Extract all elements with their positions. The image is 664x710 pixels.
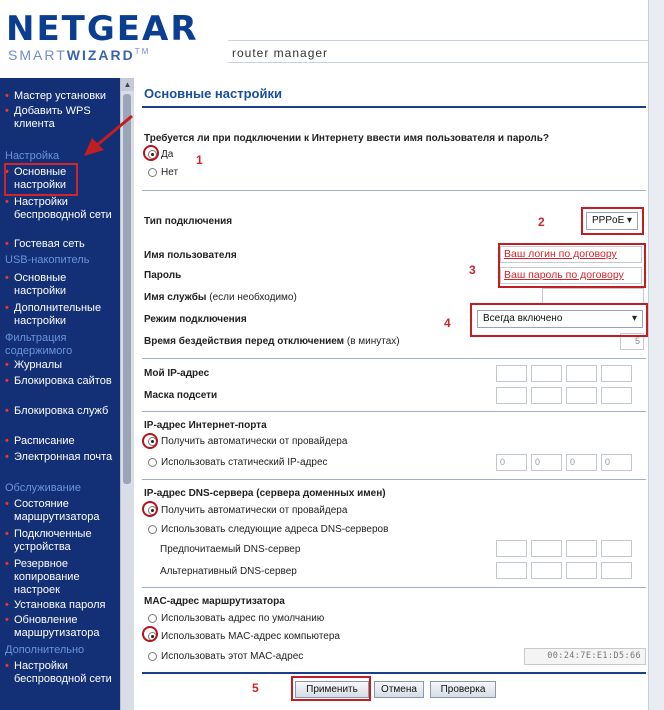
ip-octet[interactable]: 0	[601, 454, 632, 471]
conn-type-select[interactable]: PPPoE ▾	[586, 212, 638, 230]
window-edge	[648, 0, 664, 710]
service-label-text: Имя службы	[144, 292, 207, 303]
ip-octet[interactable]	[601, 562, 632, 579]
ip-octet[interactable]	[531, 562, 562, 579]
dns-manual-label: Использовать следующие адреса DNS-серверов	[161, 524, 389, 535]
wan-ip-title: IP-адрес Интернет-порта	[144, 420, 267, 431]
dns-auto-label: Получить автоматически от провайдера	[161, 505, 348, 516]
annotation-box	[470, 303, 648, 337]
dns-manual[interactable]	[148, 524, 388, 535]
mask-label: Маска подсети	[144, 390, 218, 401]
divider	[142, 672, 646, 674]
radio-mac-this[interactable]	[148, 652, 157, 661]
annotation-box	[581, 207, 644, 235]
annotation-5: 5	[252, 681, 259, 695]
sidebar-item[interactable]: • Мастер установки	[5, 90, 117, 103]
my-ip-label: Мой IP-адрес	[144, 368, 210, 379]
mac-computer-label: Использовать MAC-адрес компьютера	[161, 631, 340, 642]
annotation-box	[291, 676, 371, 701]
dns-secondary-label: Альтернативный DNS-сервер	[160, 566, 297, 577]
username-input[interactable]: Ваш логин по договору	[500, 246, 642, 263]
divider	[142, 358, 646, 359]
sidebar-scrollbar[interactable]	[120, 78, 134, 710]
mac-computer[interactable]	[148, 631, 340, 642]
mac-title: MAC-адрес маршрутизатора	[144, 596, 285, 607]
test-button[interactable]: Проверка	[430, 681, 496, 698]
dns-primary-input[interactable]	[496, 540, 632, 557]
sidebar-item[interactable]: • Расписание	[5, 435, 117, 448]
mode-select[interactable]: Всегда включено ▾	[477, 310, 643, 328]
sidebar-section: Дополнительно	[5, 644, 85, 656]
sidebar-item[interactable]: • Блокировка служб	[5, 405, 117, 418]
ip-octet[interactable]	[531, 365, 562, 382]
static-ip-input[interactable]	[496, 454, 632, 471]
idle-label-text: Время бездействия перед отключением	[144, 336, 345, 347]
username-label: Имя пользователя	[144, 250, 237, 261]
dns-auto[interactable]	[148, 505, 347, 516]
wan-ip-auto[interactable]	[148, 436, 347, 447]
annotation-circle	[142, 433, 158, 449]
sidebar-item[interactable]: • Дополнительные настройки	[5, 302, 117, 328]
annotation-circle	[142, 626, 158, 642]
sidebar-item[interactable]: • Обновление маршрутизатора	[5, 614, 117, 640]
dns-title: IP-адрес DNS-сервера (сервера доменных имен)	[144, 488, 386, 499]
ip-octet[interactable]	[531, 540, 562, 557]
mac-default[interactable]	[148, 613, 324, 624]
radio-no[interactable]	[148, 168, 157, 177]
sidebar-item[interactable]: • Настройки беспроводной сети	[5, 196, 117, 222]
cancel-button[interactable]: Отмена	[374, 681, 424, 698]
wan-ip-static[interactable]	[148, 457, 328, 468]
ip-octet[interactable]	[566, 365, 597, 382]
logo-tm: TM	[134, 47, 151, 56]
wan-ip-auto-label: Получить автоматически от провайдера	[161, 436, 348, 447]
smartwizard-logo	[8, 48, 150, 62]
mac-this[interactable]	[148, 651, 303, 662]
radio-dns-manual[interactable]	[148, 525, 157, 534]
sidebar-item[interactable]: • Основные настройки	[5, 272, 117, 298]
option-no[interactable]	[148, 167, 178, 178]
annotation-1: 1	[196, 153, 203, 167]
ip-octet[interactable]	[496, 540, 527, 557]
sidebar-item[interactable]: • Гостевая сеть	[5, 238, 117, 251]
radio-mac-default[interactable]	[148, 614, 157, 623]
sidebar-item[interactable]: • Настройки беспроводной сети	[5, 660, 117, 686]
ip-octet[interactable]	[601, 365, 632, 382]
radio-wan-static[interactable]	[148, 458, 157, 467]
divider	[142, 479, 646, 480]
idle-input[interactable]: 5	[620, 333, 644, 350]
logo-smart: SMART	[8, 47, 67, 63]
router-manager-label: router manager	[232, 46, 329, 60]
sidebar-item[interactable]: • Подключенные устройства	[5, 528, 117, 554]
dns-primary-label: Предпочитаемый DNS-сервер	[160, 544, 301, 555]
service-label	[144, 292, 297, 303]
ip-octet[interactable]: 0	[496, 454, 527, 471]
header-rule	[228, 40, 664, 41]
divider	[142, 587, 646, 588]
ip-octet[interactable]: 0	[566, 454, 597, 471]
my-ip-input[interactable]	[496, 365, 632, 382]
mac-default-label: Использовать адрес по умолчанию	[161, 613, 325, 624]
idle-label	[144, 336, 400, 347]
password-input[interactable]: Ваш пароль по договору	[500, 267, 642, 284]
mac-this-label: Использовать этот MAC-адрес	[161, 651, 304, 662]
divider	[142, 411, 646, 412]
header	[0, 0, 664, 76]
sidebar-section: Настройка	[5, 150, 60, 162]
sidebar-item[interactable]: • Резервное копирование настроек	[5, 558, 117, 597]
sidebar-item[interactable]: • Добавить WPS клиента	[5, 105, 117, 131]
ip-octet[interactable]	[496, 387, 527, 404]
sidebar-section: Фильтрация содержимого	[5, 332, 73, 357]
ip-octet[interactable]	[566, 562, 597, 579]
sidebar-item[interactable]: • Основные настройки	[5, 166, 117, 192]
idle-note: (в минутах)	[346, 336, 400, 347]
page-title: Основные настройки	[144, 86, 282, 101]
annotation-2: 2	[538, 215, 545, 229]
ip-octet[interactable]	[566, 387, 597, 404]
mask-input[interactable]	[496, 387, 632, 404]
sidebar-item[interactable]: • Установка пароля	[5, 599, 117, 612]
ip-octet[interactable]	[566, 540, 597, 557]
mac-input[interactable]: 00:24:7E:E1:D5:66	[524, 648, 646, 665]
sidebar-section: Обслуживание	[5, 482, 81, 494]
netgear-logo: NETGEAR	[6, 9, 199, 49]
conn-type-label: Тип подключения	[144, 216, 233, 227]
option-yes-label: Да	[161, 149, 174, 160]
annotation-box	[498, 243, 646, 288]
divider	[142, 106, 646, 108]
wan-ip-static-label: Использовать статический IP-адрес	[161, 457, 328, 468]
mode-label: Режим подключения	[144, 314, 247, 325]
ip-octet[interactable]	[531, 387, 562, 404]
annotation-3: 3	[469, 263, 476, 277]
password-label: Пароль	[144, 270, 182, 281]
sidebar-item[interactable]: • Электронная почта	[5, 451, 117, 464]
option-no-label: Нет	[161, 167, 179, 178]
dns-secondary-input[interactable]	[496, 562, 632, 579]
divider	[142, 190, 646, 191]
apply-button[interactable]: Применить	[295, 681, 369, 698]
annotation-circle	[143, 145, 159, 161]
scrollbar-thumb[interactable]	[123, 94, 131, 484]
logo-wizard: WIZARD	[66, 47, 135, 63]
scroll-up-icon[interactable]: ▲	[121, 78, 134, 91]
sidebar-section: USB-накопитель	[5, 254, 90, 266]
ip-octet[interactable]: 0	[531, 454, 562, 471]
ip-octet[interactable]	[601, 387, 632, 404]
ip-octet[interactable]	[496, 365, 527, 382]
annotation-4: 4	[444, 316, 451, 330]
annotation-box	[4, 163, 78, 196]
ip-octet[interactable]	[601, 540, 632, 557]
main-content	[134, 78, 648, 710]
ip-octet[interactable]	[496, 562, 527, 579]
sidebar-item[interactable]: • Состояние маршрутизатора	[5, 498, 117, 524]
service-note: (если необходимо)	[209, 292, 297, 303]
header-rule	[228, 62, 664, 63]
sidebar-item[interactable]: • Блокировка сайтов	[5, 375, 117, 388]
login-question: Требуется ли при подключении к Интернету ввести имя пользователя и пароль?	[144, 133, 549, 144]
annotation-circle	[142, 501, 158, 517]
sidebar-item[interactable]: • Журналы	[5, 359, 117, 372]
